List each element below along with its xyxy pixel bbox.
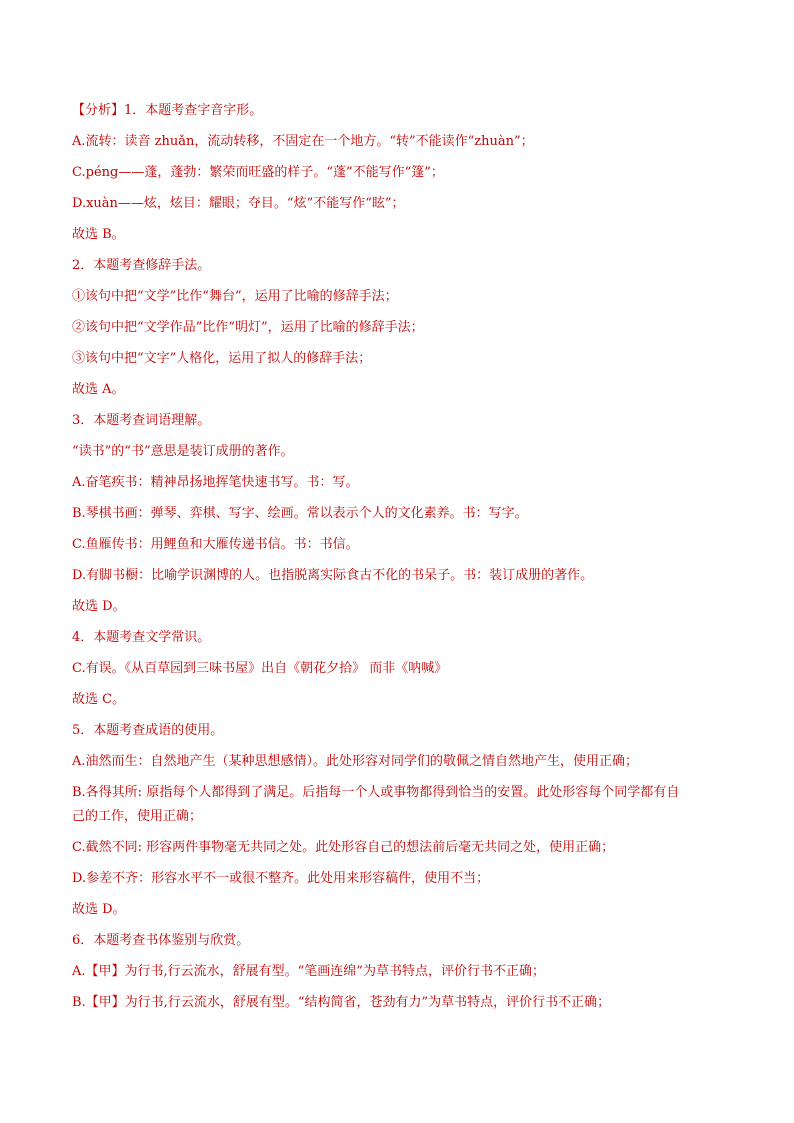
text-line: C.péng——蓬，蓬勃：繁荣而旺盛的样子。“蓬”不能写作“篷”； (72, 165, 444, 180)
text-line: 4．本题考查文学常识。 (72, 630, 211, 645)
text-line: C.截然不同: 形容两件事物毫无共同之处。此处形容自己的想法前后毫无共同之处，使用正确； (72, 840, 615, 855)
text-line: D.有脚书橱：比喻学识渊博的人。也指脱离实际食古不化的书呆子。书：装订成册的著作。 (72, 568, 594, 583)
text-line: A.奋笔疾书：精神昂扬地挥笔快速书写。书：写。 (72, 475, 359, 490)
text-line: 3．本题考查词语理解。 (72, 413, 211, 428)
text-line: D.xuàn——炫，炫目：耀眼；夺目。“炫”不能写作“眩”； (72, 196, 405, 211)
text-line: 故选 C。 (72, 692, 126, 707)
text-line: 己的工作，使用正确； (72, 809, 203, 824)
text-line: A.油然而生：自然地产生（某种思想感情）。此处形容对同学们的敬佩之情自然地产生，使用正确； (72, 754, 639, 769)
text-line: 故选 A。 (72, 382, 125, 397)
text-line: D.参差不齐：形容水平不一或很不整齐。此处用来形容稿件，使用不当； (72, 871, 490, 886)
text-line: 故选 B。 (72, 227, 125, 242)
text-line: C.鱼雁传书：用鲤鱼和大雁传递书信。书：书信。 (72, 537, 359, 552)
text-line: 故选 D。 (72, 599, 126, 614)
text-line: ③该句中把“文字”人格化，运用了拟人的修辞手法； (72, 351, 372, 366)
text-line: 5．本题考查成语的使用。 (72, 723, 224, 738)
text-line: 【分析】1．本题考查字音字形。 (72, 103, 263, 118)
text-line: 6．本题考查书体鉴别与欣赏。 (72, 933, 250, 948)
text-line: A.【甲】为行书,行云流水，舒展有型。“笔画连绵”为草书特点，评价行书不正确； (72, 964, 545, 979)
text-line: ②该句中把“文学作品”比作“明灯”，运用了比喻的修辞手法； (72, 320, 424, 335)
text-line: B.各得其所: 原指每个人都得到了满足。后指每一个人或事物都得到恰当的安置。此处形容每个同学都有自 (72, 785, 680, 800)
text-line: ①该句中把“文学”比作“舞台”，运用了比喻的修辞手法； (72, 289, 398, 304)
text-line: C.有误。《从百草园到三味书屋》出自《朝花夕拾》 而非《呐喊》 (72, 661, 448, 676)
text-line: 2．本题考查修辞手法。 (72, 258, 211, 273)
text-line: B.琴棋书画：弹琴、弈棋、写字、绘画。常以表示个人的文化素养。书：写字。 (72, 506, 528, 521)
text-line: B.【甲】为行书,行云流水，舒展有型。“结构简省，苍劲有力”为草书特点，评价行书不正确； (72, 995, 611, 1010)
text-line: A.流转：读音 zhuǎn，流动转移，不固定在一个地方。“转”不能读作“zhuàn”； (72, 134, 534, 149)
text-line: “读书”的“书”意思是装订成册的著作。 (72, 444, 294, 459)
text-line: 故选 D。 (72, 902, 126, 917)
answer-analysis-text (72, 100, 722, 1023)
